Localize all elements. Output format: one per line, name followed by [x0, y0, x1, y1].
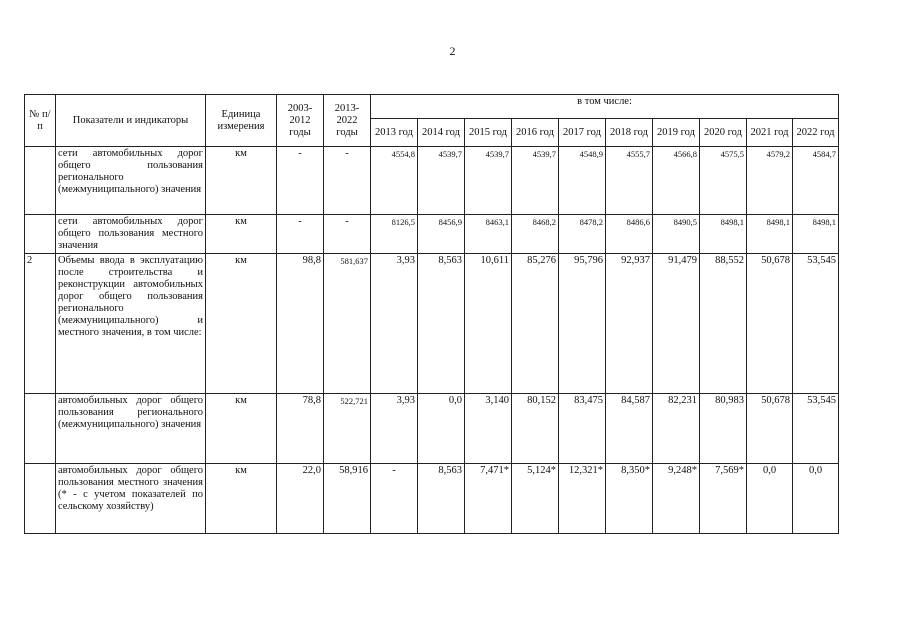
header-year: 2019 год — [653, 119, 700, 147]
row-period-2013-2022: - — [324, 147, 371, 215]
row-value: 4554,8 — [371, 147, 418, 215]
header-year: 2022 год — [793, 119, 839, 147]
row-unit: км — [206, 394, 277, 464]
row-period-2003-2012: 22,0 — [277, 464, 324, 534]
row-value: 91,479 — [653, 254, 700, 394]
row-value: 4539,7 — [512, 147, 559, 215]
row-period-2013-2022: 58,916 — [324, 464, 371, 534]
row-value: 80,152 — [512, 394, 559, 464]
row-value: 82,231 — [653, 394, 700, 464]
row-unit: км — [206, 464, 277, 534]
row-indicator-name: Объемы ввода в эксплуатацию после строительства и реконструкции автомобильных дорог общего пользования регионального (межмуниципального) и местного значения, в том числе: — [56, 254, 206, 394]
row-index — [25, 394, 56, 464]
row-value: 8,350* — [606, 464, 653, 534]
row-value: 4584,7 — [793, 147, 839, 215]
row-value: 8126,5 — [371, 215, 418, 254]
row-unit: км — [206, 215, 277, 254]
row-value: 0,0 — [793, 464, 839, 534]
row-value: 7,471* — [465, 464, 512, 534]
header-year: 2013 год — [371, 119, 418, 147]
row-value: 8498,1 — [793, 215, 839, 254]
indicators-table — [24, 94, 839, 534]
row-index — [25, 147, 56, 215]
row-value: 3,93 — [371, 254, 418, 394]
table-row — [25, 215, 839, 254]
header-row-1 — [25, 95, 839, 119]
row-value: 50,678 — [747, 254, 793, 394]
row-index — [25, 215, 56, 254]
row-value: 4539,7 — [418, 147, 465, 215]
row-value: 80,983 — [700, 394, 747, 464]
row-value: 85,276 — [512, 254, 559, 394]
row-value: 4548,9 — [559, 147, 606, 215]
row-period-2003-2012: 98,8 — [277, 254, 324, 394]
row-index: 2 — [25, 254, 56, 394]
page-number: 2 — [449, 44, 456, 58]
row-value: 4566,8 — [653, 147, 700, 215]
header-including: в том числе: — [371, 95, 839, 119]
row-value: 8,563 — [418, 254, 465, 394]
row-value: 92,937 — [606, 254, 653, 394]
row-value: 53,545 — [793, 394, 839, 464]
header-year: 2014 год — [418, 119, 465, 147]
header-period-2013-2022: 2013-2022 годы — [324, 95, 371, 147]
row-value: 8463,1 — [465, 215, 512, 254]
row-value: 8498,1 — [747, 215, 793, 254]
table-row — [25, 147, 839, 215]
row-value: 88,552 — [700, 254, 747, 394]
row-period-2013-2022: 581,637 — [324, 254, 371, 394]
row-period-2003-2012: - — [277, 215, 324, 254]
header-indicator: Показатели и индикаторы — [56, 95, 206, 147]
row-value: 4555,7 — [606, 147, 653, 215]
header-period-2003-2012: 2003-2012 годы — [277, 95, 324, 147]
table-row — [25, 464, 839, 534]
row-value: 8490,5 — [653, 215, 700, 254]
header-year: 2017 год — [559, 119, 606, 147]
header-year: 2018 год — [606, 119, 653, 147]
row-value: 0,0 — [747, 464, 793, 534]
row-value: 12,321* — [559, 464, 606, 534]
row-unit: км — [206, 254, 277, 394]
header-no: № п/п — [25, 95, 56, 147]
row-period-2003-2012: - — [277, 147, 324, 215]
row-value: 8456,9 — [418, 215, 465, 254]
row-value: 4539,7 — [465, 147, 512, 215]
row-value: - — [371, 464, 418, 534]
row-period-2003-2012: 78,8 — [277, 394, 324, 464]
row-value: 8,563 — [418, 464, 465, 534]
row-value: 50,678 — [747, 394, 793, 464]
header-year: 2021 год — [747, 119, 793, 147]
row-indicator-name: сети автомобильных дорог общего пользования регионального (межмуниципального) значения — [56, 147, 206, 215]
row-value: 3,93 — [371, 394, 418, 464]
header-year: 2020 год — [700, 119, 747, 147]
row-value: 8478,2 — [559, 215, 606, 254]
row-unit: км — [206, 147, 277, 215]
row-value: 8498,1 — [700, 215, 747, 254]
table-row — [25, 394, 839, 464]
row-index — [25, 464, 56, 534]
row-value: 95,796 — [559, 254, 606, 394]
row-indicator-name: автомобильных дорог общего пользования местного значения (* - с учетом показателей по сельскому хозяйству) — [56, 464, 206, 534]
row-value: 0,0 — [418, 394, 465, 464]
row-value: 84,587 — [606, 394, 653, 464]
table-row — [25, 254, 839, 394]
row-value: 3,140 — [465, 394, 512, 464]
row-value: 9,248* — [653, 464, 700, 534]
row-value: 8468,2 — [512, 215, 559, 254]
row-value: 5,124* — [512, 464, 559, 534]
header-unit: Единица измерения — [206, 95, 277, 147]
row-indicator-name: автомобильных дорог общего пользования регионального (межмуниципального) значения — [56, 394, 206, 464]
row-period-2013-2022: - — [324, 215, 371, 254]
row-period-2013-2022: 522,721 — [324, 394, 371, 464]
row-value: 4575,5 — [700, 147, 747, 215]
row-indicator-name: сети автомобильных дорог общего пользования местного значения — [56, 215, 206, 254]
row-value: 53,545 — [793, 254, 839, 394]
header-year: 2016 год — [512, 119, 559, 147]
row-value: 7,569* — [700, 464, 747, 534]
header-year: 2015 год — [465, 119, 512, 147]
row-value: 10,611 — [465, 254, 512, 394]
row-value: 4579,2 — [747, 147, 793, 215]
row-value: 83,475 — [559, 394, 606, 464]
row-value: 8486,6 — [606, 215, 653, 254]
